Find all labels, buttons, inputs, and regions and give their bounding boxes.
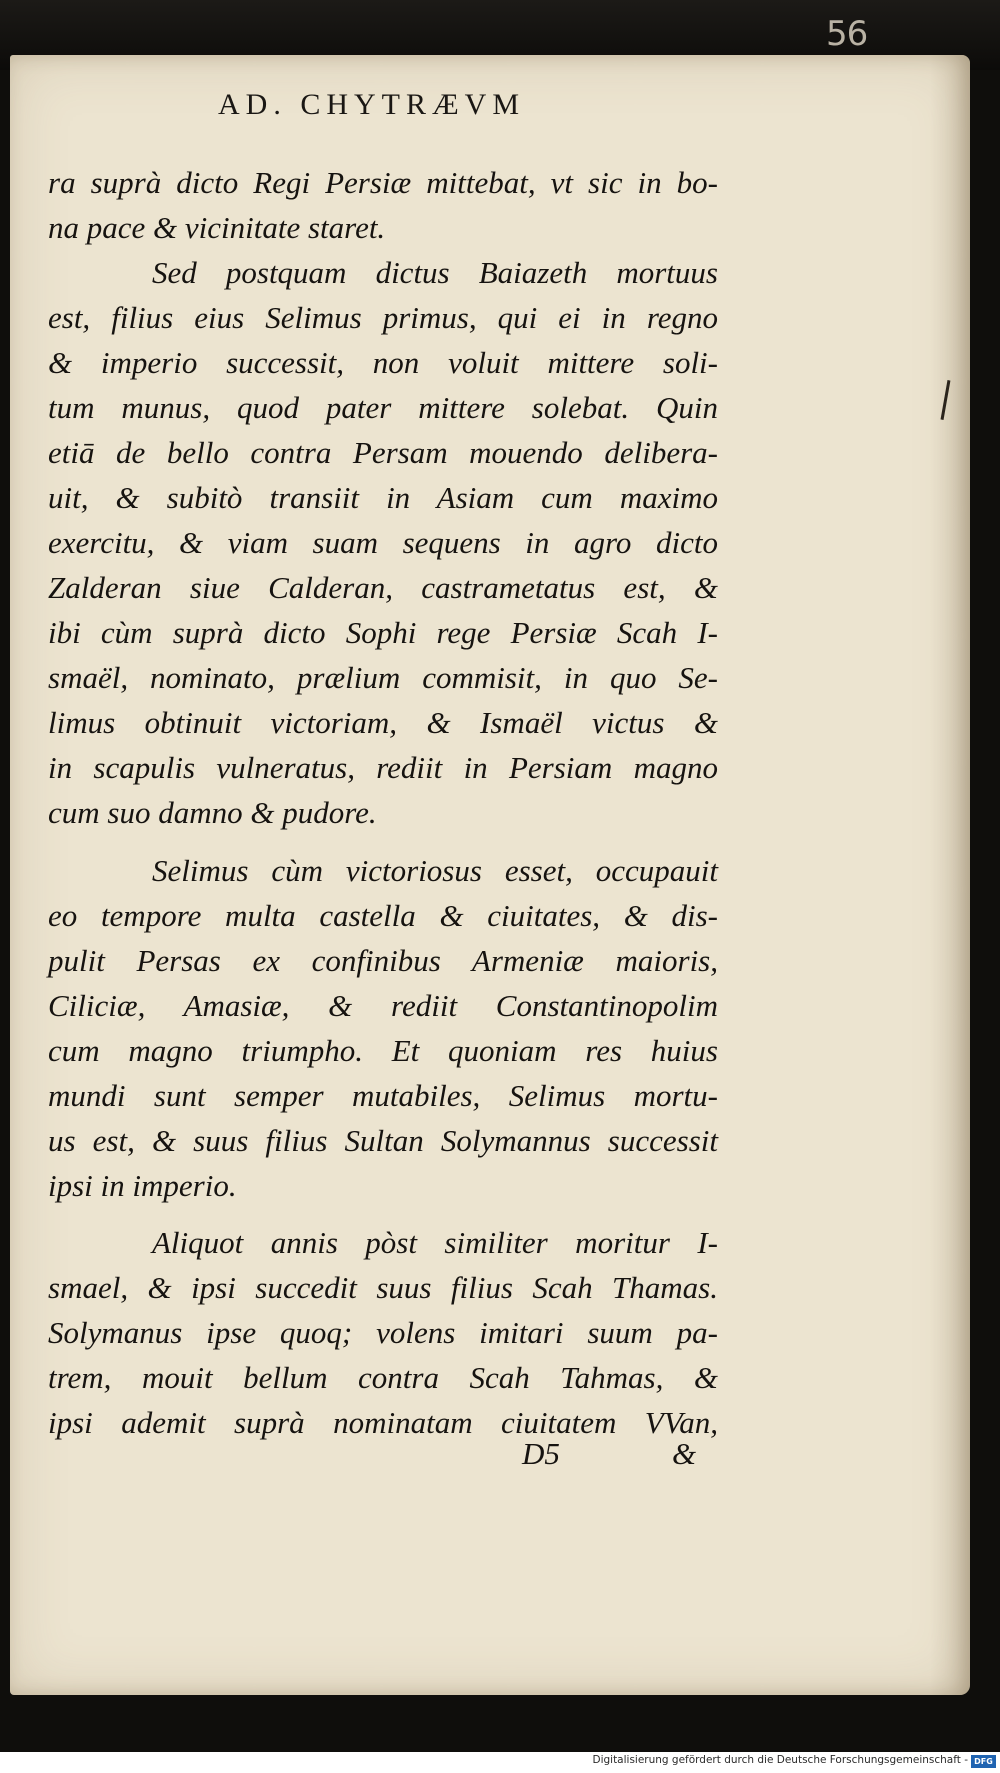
running-head: AD. CHYTRÆVM <box>218 88 526 121</box>
text-line: limus obtinuit victoriam, & Ismaël victus & <box>48 705 718 740</box>
text-line: ipsi in imperio. <box>48 1168 237 1203</box>
dfg-logo-icon: DFG <box>971 1755 996 1768</box>
text-line: Aliquot annis pòst similiter moritur I- <box>152 1225 718 1260</box>
text-line: cum suo damno & pudore. <box>48 795 377 830</box>
page-edge-shadow <box>930 55 970 1695</box>
text-line: Solymanus ipse quoq; volens imitari suum pa- <box>48 1315 718 1350</box>
text-line: Sed postquam dictus Baiazeth mortuus <box>152 255 718 290</box>
text-line: tum munus, quod pater mittere solebat. Quin <box>48 390 718 425</box>
text-line: ipsi ademit suprà nominatam ciuitatem VVan, <box>48 1405 718 1440</box>
text-line: etiā de bello contra Persam mouendo delibera- <box>48 435 718 470</box>
text-line: smaël, nominato, prælium commisit, in quo Se- <box>48 660 718 695</box>
digitization-credit: Digitalisierung gefördert durch die Deutsche Forschungsgemeinschaft - <box>592 1754 968 1766</box>
text-line: in scapulis vulneratus, rediit in Persiam magno <box>48 750 718 785</box>
text-line: pulit Persas ex confinibus Armeniæ maioris, <box>48 943 718 978</box>
text-line: & imperio successit, non voluit mittere soli- <box>48 345 718 380</box>
text-line: us est, & suus filius Sultan Solymannus successit <box>48 1123 718 1158</box>
signature-mark: D5 <box>522 1436 560 1471</box>
text-line: eo tempore multa castella & ciuitates, & dis- <box>48 898 718 933</box>
text-line: exercitu, & viam suam sequens in agro dicto <box>48 525 718 560</box>
text-line: Ciliciæ, Amasiæ, & rediit Constantinopolim <box>48 988 718 1023</box>
folio-number: 56 <box>826 14 868 54</box>
text-line: est, filius eius Selimus primus, qui ei in regno <box>48 300 718 335</box>
catchword: & <box>672 1436 697 1471</box>
text-line: mundi sunt semper mutabiles, Selimus mortu- <box>48 1078 718 1113</box>
text-line: na pace & vicinitate staret. <box>48 210 386 245</box>
text-line: ra suprà dicto Regi Persiæ mittebat, vt sic in bo- <box>48 165 718 200</box>
text-line: Zalderan siue Calderan, castrametatus est, & <box>48 570 718 605</box>
text-line: uit, & subitò transiit in Asiam cum maximo <box>48 480 718 515</box>
text-line: Selimus cùm victoriosus esset, occupauit <box>152 853 718 888</box>
text-line: smael, & ipsi succedit suus filius Scah Thamas. <box>48 1270 718 1305</box>
text-line: ibi cùm suprà dicto Sophi rege Persiæ Scah I- <box>48 615 718 650</box>
text-line: trem, mouit bellum contra Scah Tahmas, & <box>48 1360 718 1395</box>
text-line: cum magno triumpho. Et quoniam res huius <box>48 1033 718 1068</box>
